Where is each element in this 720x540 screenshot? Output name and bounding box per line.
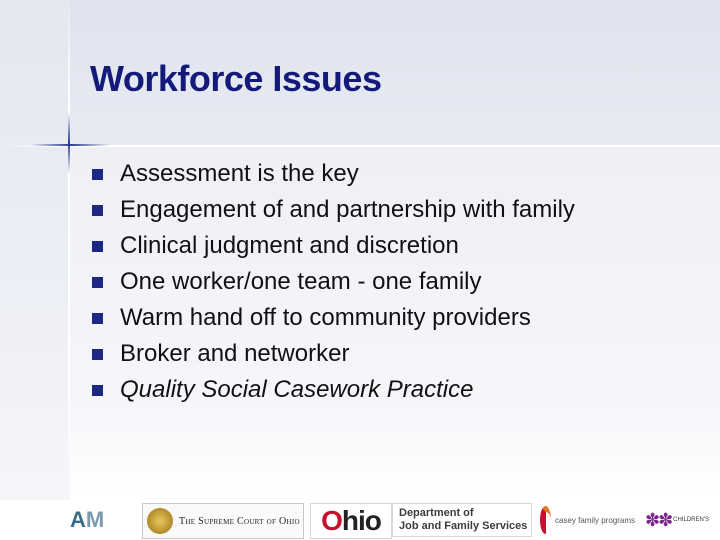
casey-name: casey family programs xyxy=(554,515,635,525)
department-line-2: Job and Family Services xyxy=(399,520,528,532)
bullet-text: Quality Social Casework Practice xyxy=(120,376,474,403)
square-bullet-icon xyxy=(92,241,103,252)
childrens-logo-text: CHILDREN'S xyxy=(673,517,709,523)
ohio-wordmark xyxy=(321,505,381,537)
square-bullet-icon xyxy=(92,385,103,396)
square-bullet-icon xyxy=(92,349,103,360)
casey-logo xyxy=(540,503,635,537)
department-line-1: Department of xyxy=(399,507,474,519)
vertical-divider xyxy=(68,0,70,500)
square-bullet-icon xyxy=(92,277,103,288)
bullet-text: Assessment is the key xyxy=(120,160,359,187)
ohio-wordmark-o: O xyxy=(321,505,342,536)
court-name: The Supreme Court of Ohio xyxy=(179,515,300,527)
ohio-wordmark-rest: hio xyxy=(341,505,381,536)
aim-logo-a: A xyxy=(70,507,86,532)
bullet-item xyxy=(92,264,575,300)
crosshair-vertical xyxy=(68,112,70,174)
crosshair-horizontal xyxy=(30,144,110,146)
square-bullet-icon xyxy=(92,313,103,324)
bullet-text: Broker and networker xyxy=(120,340,350,367)
aim-logo xyxy=(70,503,104,537)
bullet-item xyxy=(92,228,575,264)
ohio-logo xyxy=(310,503,392,539)
department-name xyxy=(399,507,527,533)
slide-title: Workforce Issues xyxy=(90,58,382,99)
bullet-text: One worker/one team - one family xyxy=(120,268,482,295)
childrens-logo xyxy=(645,503,709,537)
jfs-department-logo xyxy=(392,503,532,537)
bullet-list xyxy=(92,156,575,408)
bullet-item xyxy=(92,372,575,408)
children-figures-icon: ✽✽ xyxy=(645,509,672,530)
left-band xyxy=(0,0,70,540)
square-bullet-icon xyxy=(92,205,103,216)
square-bullet-icon xyxy=(92,169,103,180)
casey-swirl-icon xyxy=(540,506,551,534)
bullet-item xyxy=(92,192,575,228)
court-seal-icon xyxy=(147,508,173,534)
bullet-item xyxy=(92,300,575,336)
bullet-text: Clinical judgment and discretion xyxy=(120,232,459,259)
bullet-text: Engagement of and partnership with family xyxy=(120,196,575,223)
aim-logo-m: M xyxy=(85,507,105,532)
bullet-item xyxy=(92,156,575,192)
supreme-court-logo xyxy=(142,503,304,539)
bullet-text: Warm hand off to community providers xyxy=(120,304,531,331)
bullet-item xyxy=(92,336,575,372)
